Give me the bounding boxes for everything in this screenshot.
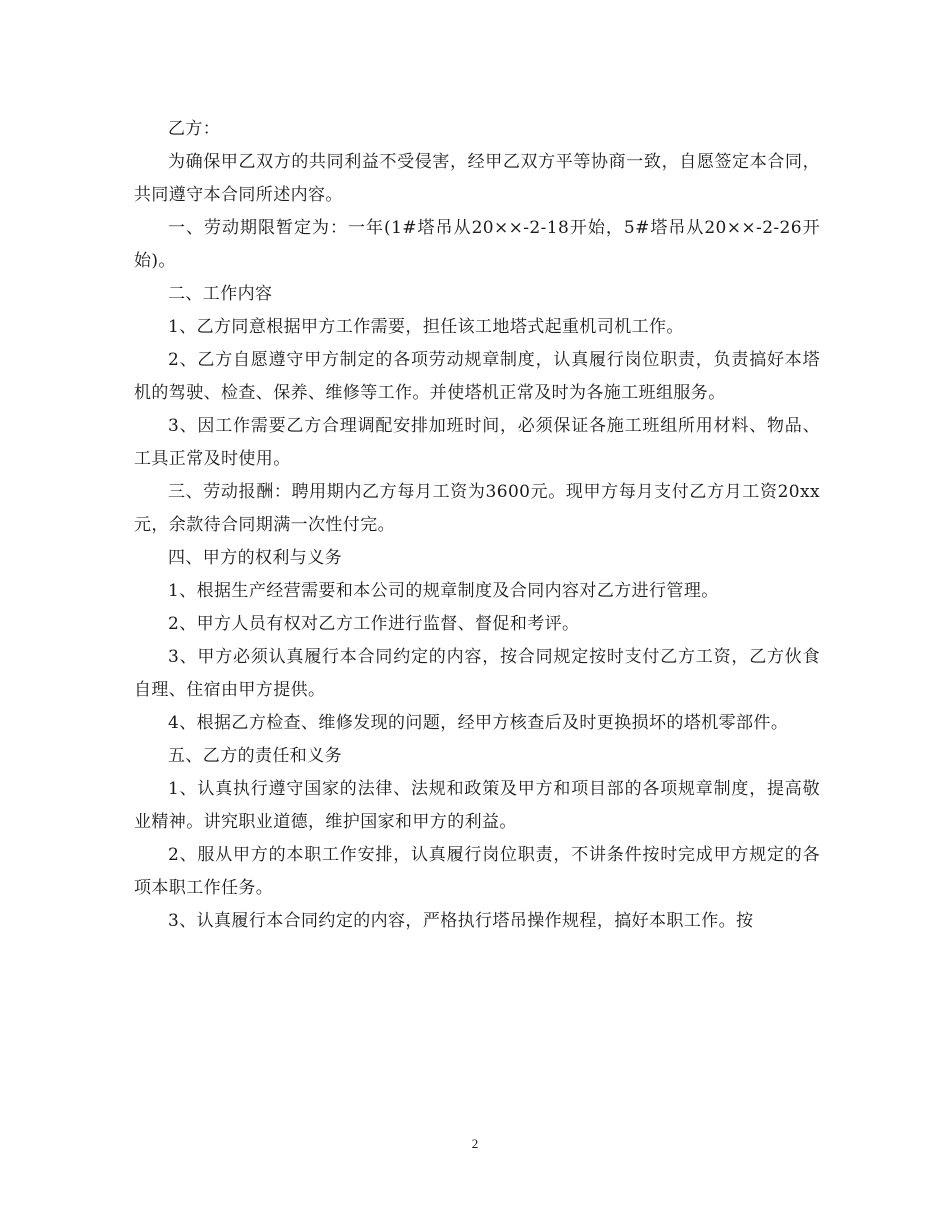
paragraph-party-a-1: 1、根据生产经营需要和本公司的规章制度及合同内容对乙方进行管理。 — [168, 581, 719, 601]
paragraph-party-b-2: 2、服从甲方的本职工作安排，认真履行岗位职责，不讲条件按时完成甲方规定的各项本职工作任务。 — [134, 845, 820, 898]
paragraph-remuneration: 三、劳动报酬：聘用期内乙方每月工资为3600元。现甲方每月支付乙方月工资20xx元，余款待合同期满一次性付完。 — [134, 482, 820, 535]
paragraph-party-b-3: 3、认真履行本合同约定的内容，严格执行塔吊操作规程，搞好本职工作。按 — [168, 911, 754, 931]
paragraph-preamble: 为确保甲乙双方的共同利益不受侵害，经甲乙双方平等协商一致，自愿签定本合同，共同遵守本合同所述内容。 — [134, 152, 820, 205]
paragraph-work-3: 3、因工作需要乙方合理调配安排加班时间，必须保证各施工班组所用材料、物品、工具正常及时使用。 — [134, 416, 820, 469]
paragraph-party-a-4: 4、根据乙方检查、维修发现的问题，经甲方核查后及时更换损坏的塔机零部件。 — [168, 713, 789, 733]
heading-party-a-rights: 四、甲方的权利与义务 — [168, 548, 342, 568]
heading-party-b-duties: 五、乙方的责任和义务 — [168, 746, 342, 766]
page-number: 2 — [471, 1136, 479, 1151]
paragraph-work-1: 1、乙方同意根据甲方工作需要，担任该工地塔式起重机司机工作。 — [168, 317, 684, 337]
paragraph-party-a-3: 3、甲方必须认真履行本合同约定的内容，按合同规定按时支付乙方工资，乙方伙食自理、住宿由甲方提供。 — [134, 647, 820, 700]
paragraph-work-2: 2、乙方自愿遵守甲方制定的各项劳动规章制度，认真履行岗位职责，负责搞好本塔机的驾驶、检查、保养、维修等工作。并使塔机正常及时为各施工班组服务。 — [134, 350, 820, 403]
paragraph-term: 一、劳动期限暂定为：一年(1#塔吊从20××-2-18开始，5#塔吊从20××-2-26开始)。 — [134, 218, 820, 271]
paragraph-party-b: 乙方： — [168, 119, 221, 139]
document-body — [134, 113, 820, 938]
paragraph-party-b-1: 1、认真执行遵守国家的法律、法规和政策及甲方和项目部的各项规章制度，提高敬业精神。讲究职业道德，维护国家和甲方的利益。 — [134, 779, 820, 832]
heading-work-content: 二、工作内容 — [168, 284, 273, 304]
paragraph-party-a-2: 2、甲方人员有权对乙方工作进行监督、督促和考评。 — [168, 614, 580, 634]
